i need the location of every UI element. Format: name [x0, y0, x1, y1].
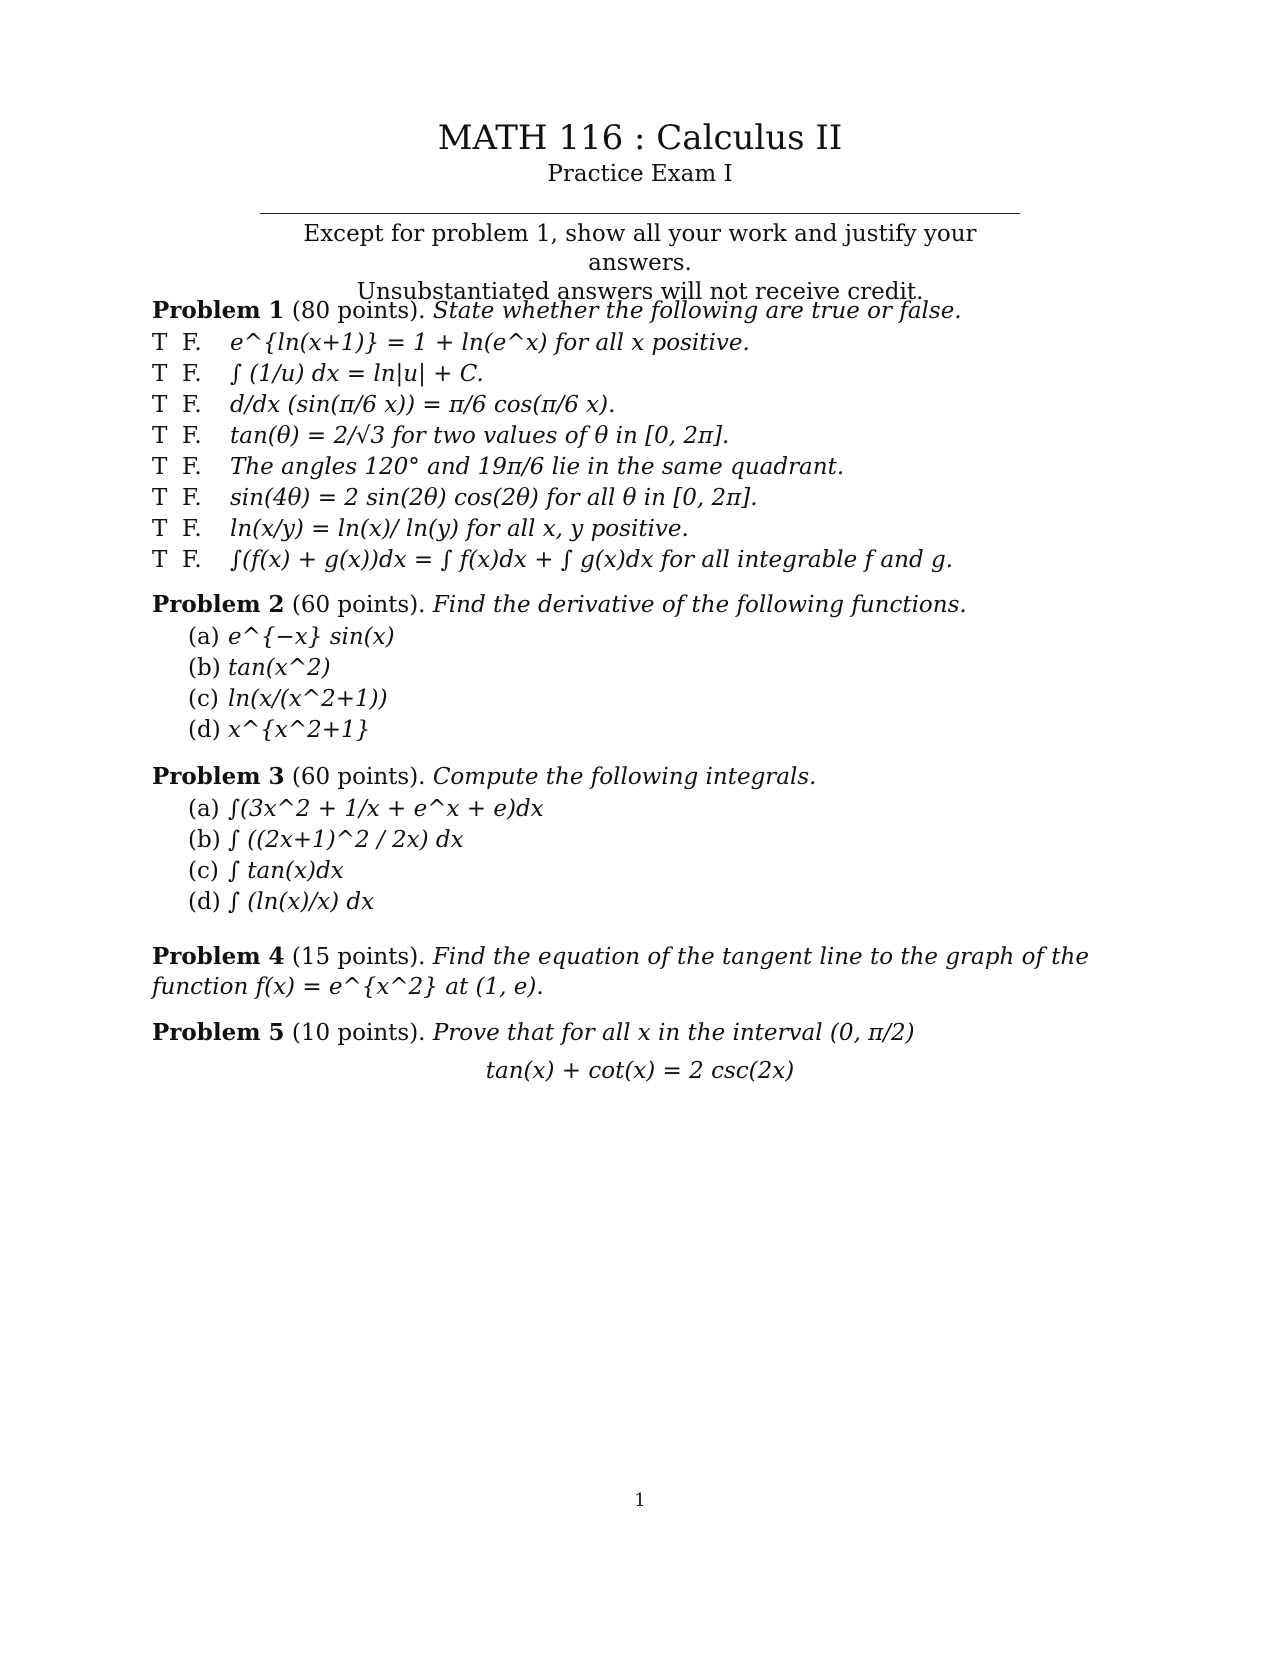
problem-1-instruction: State whether the following are true or false.	[432, 298, 962, 324]
tf-item	[152, 545, 1132, 576]
item-expression: e^{−x} sin(x)	[228, 624, 395, 650]
item-expression: ln(x/(x^2+1))	[228, 686, 388, 712]
tf-item	[152, 452, 1132, 483]
problem-2-title: Problem 2	[152, 591, 285, 618]
tf-item	[152, 390, 1132, 421]
problem-3-title: Problem 3	[152, 763, 285, 790]
problem-2-instruction: Find the derivative of the following functions.	[432, 592, 967, 618]
tf-item	[152, 328, 1132, 359]
problem-4-title: Problem 4	[152, 943, 285, 970]
derivative-list	[152, 622, 1132, 746]
page-number: 1	[634, 1490, 646, 1511]
tf-marker: T F.	[152, 516, 202, 542]
item-expression: ∫ (ln(x)/x) dx	[228, 889, 375, 915]
item-label: (a)	[188, 796, 220, 822]
tf-statement: The angles 120° and 19π/6 lie in the same quadrant.	[230, 454, 845, 480]
tf-item	[152, 421, 1132, 452]
problem-2-points: (60 points).	[291, 592, 426, 618]
tf-marker: T F.	[152, 392, 202, 418]
problem-1-points: (80 points).	[291, 298, 426, 324]
tf-marker: T F.	[152, 361, 202, 387]
list-item	[152, 684, 1132, 715]
tf-item	[152, 514, 1132, 545]
item-label: (b)	[188, 655, 221, 681]
problem-1-title: Problem 1	[152, 297, 285, 324]
tf-item	[152, 359, 1132, 390]
problem-4	[152, 942, 1132, 1002]
header-rule	[260, 213, 1020, 214]
list-item	[152, 653, 1132, 684]
problem-1	[152, 296, 1132, 576]
tf-marker: T F.	[152, 547, 202, 573]
tf-list	[152, 328, 1132, 576]
item-label: (d)	[188, 889, 221, 915]
tf-statement: d/dx (sin(π/6 x)) = π/6 cos(π/6 x).	[230, 392, 616, 418]
list-item	[152, 825, 1132, 856]
problem-5	[152, 1018, 1132, 1048]
problem-4-points: (15 points).	[291, 944, 426, 970]
page-title: MATH 116 : Calculus II	[437, 118, 843, 158]
tf-statement: ∫ (1/u) dx = ln|u| + C.	[230, 361, 484, 387]
list-item	[152, 715, 1132, 746]
problem-3-heading	[152, 762, 1132, 792]
page-subtitle: Practice Exam I	[547, 161, 733, 187]
item-label: (d)	[188, 717, 221, 743]
list-item	[152, 856, 1132, 887]
item-expression: ∫ ((2x+1)^2 / 2x) dx	[228, 827, 464, 853]
item-label: (c)	[188, 858, 219, 884]
item-label: (a)	[188, 624, 220, 650]
list-item	[152, 622, 1132, 653]
tf-marker: T F.	[152, 423, 202, 449]
tf-statement: e^{ln(x+1)} = 1 + ln(e^x) for all x positive.	[230, 330, 750, 356]
instructions-line-2: Unsubstantiated answers will not receive credit.	[356, 279, 924, 305]
tf-statement: tan(θ) = 2/√3 for two values of θ in [0, 2π].	[230, 423, 730, 449]
problem-4-instruction: Find the equation of the tangent line to the graph of the function f(x) = e^{x^2} at (1, e).	[152, 944, 1089, 1000]
item-label: (c)	[188, 686, 219, 712]
problem-2	[152, 590, 1132, 746]
integral-list	[152, 794, 1132, 918]
problem-3-points: (60 points).	[291, 764, 426, 790]
tf-marker: T F.	[152, 454, 202, 480]
item-expression: tan(x^2)	[228, 655, 331, 681]
problem-5-points: (10 points).	[291, 1020, 426, 1046]
instructions-line-1: Except for problem 1, show all your work and justify your answers.	[303, 221, 977, 276]
tf-item	[152, 483, 1132, 514]
problem-5-instruction: Prove that for all x in the interval (0, π/2)	[432, 1020, 915, 1046]
instructions	[260, 220, 1020, 307]
item-expression: x^{x^2+1}	[228, 717, 371, 743]
item-expression: ∫(3x^2 + 1/x + e^x + e)dx	[228, 796, 544, 822]
list-item	[152, 887, 1132, 918]
problem-3	[152, 762, 1132, 918]
problem-2-heading	[152, 590, 1132, 620]
tf-marker: T F.	[152, 330, 202, 356]
tf-marker: T F.	[152, 485, 202, 511]
tf-statement: ln(x/y) = ln(x)/ ln(y) for all x, y positive.	[230, 516, 689, 542]
item-expression: ∫ tan(x)dx	[228, 858, 344, 884]
problem-1-heading	[152, 296, 1132, 326]
tf-statement: ∫(f(x) + g(x))dx = ∫ f(x)dx + ∫ g(x)dx for all integrable f and g.	[230, 547, 954, 573]
problem-3-instruction: Compute the following integrals.	[432, 764, 817, 790]
item-label: (b)	[188, 827, 221, 853]
problem-5-equation: tan(x) + cot(x) = 2 csc(2x)	[485, 1058, 795, 1084]
problem-5-title: Problem 5	[152, 1019, 285, 1046]
list-item	[152, 794, 1132, 825]
tf-statement: sin(4θ) = 2 sin(2θ) cos(2θ) for all θ in [0, 2π].	[230, 485, 758, 511]
